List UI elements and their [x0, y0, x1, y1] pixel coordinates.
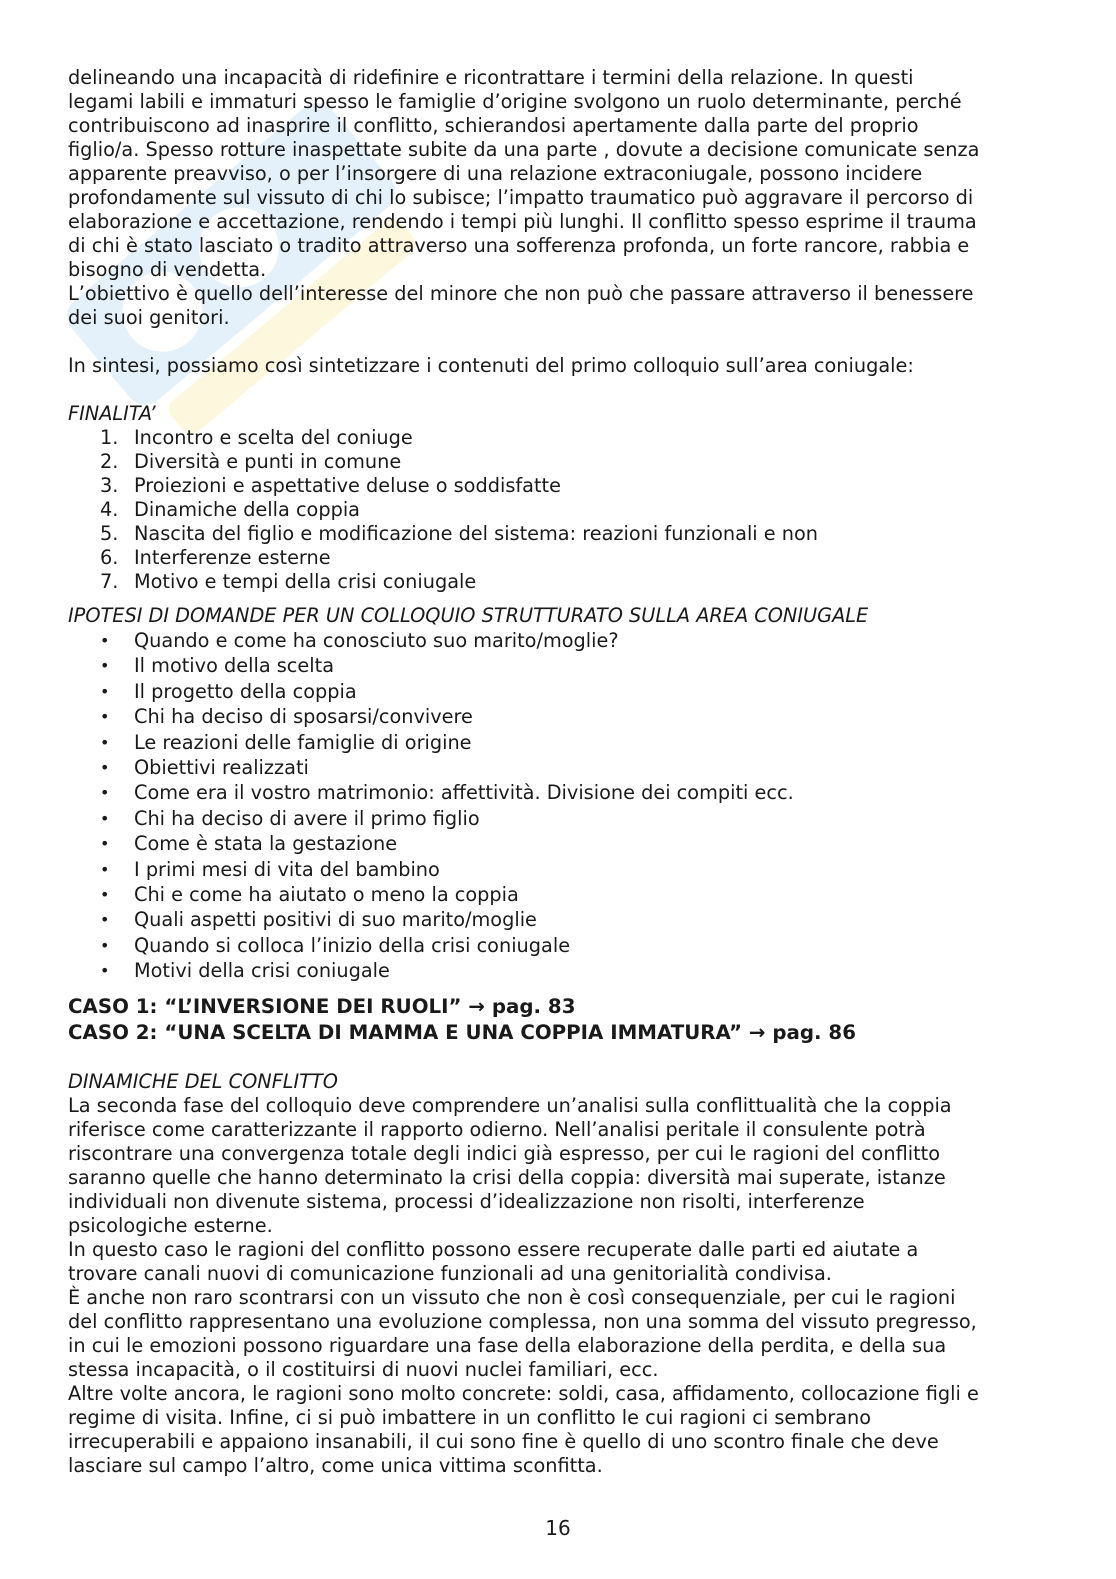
list-item: • Come era il vostro matrimonio: affettività. Divisione dei compiti ecc. — [100, 781, 794, 805]
domande-list — [68, 628, 1048, 984]
text-line: In sintesi, possiamo così sintetizzare i contenuti del primo colloquio sull’area coniugale: — [68, 354, 914, 377]
list-item: • Quando e come ha conosciuto suo marito/moglie? — [100, 629, 619, 652]
list-item: • Quando si colloca l’inizio della crisi coniugale — [100, 933, 571, 957]
caso-reference-2: CASO 2: “UNA SCELTA DI MAMMA E UNA COPPIA IMMATURA” → pag. 86 — [68, 1020, 856, 1044]
list-item: 3. Proiezioni e aspettative deluse o soddisfatte — [100, 474, 561, 497]
text-line: apparente preavviso, o per l’insorgere di una relazione extraconiugale, possono incidere — [68, 162, 923, 185]
text-line: riferisce come caratterizzante il rapporto odierno. Nell’analisi peritale il consulente potrà — [68, 1117, 926, 1141]
list-item: • Il progetto della coppia — [100, 679, 357, 703]
text-line: irrecuperabili e appaiono insanabili, il cui sono fine è quello di uno scontro finale che deve — [68, 1429, 939, 1453]
paragraph-dinamiche-4 — [68, 1382, 1048, 1478]
list-item: 5. Nascita del figlio e modificazione del sistema: reazioni funzionali e non — [100, 522, 819, 545]
list-item: 4. Dinamiche della coppia — [100, 498, 360, 521]
text-line: legami labili e immaturi spesso le famiglie d’origine svolgono un ruolo determinante, perché — [68, 90, 962, 113]
text-line: riscontrare una convergenza totale degli indici già espresso, per cui le ragioni del conflitto — [68, 1141, 940, 1165]
paragraph-obiettivo — [68, 282, 1048, 330]
list-item: 2. Diversità e punti in comune — [100, 450, 402, 473]
text-line: bisogno di vendetta. — [68, 258, 267, 281]
finalita-list — [68, 426, 1048, 594]
paragraph-dinamiche-2 — [68, 1238, 1048, 1286]
list-item: • Il motivo della scelta — [100, 654, 335, 678]
section-heading-dinamiche: DINAMICHE DEL CONFLITTO — [68, 1069, 338, 1093]
list-item: • Chi e come ha aiutato o meno la coppia — [100, 883, 519, 907]
list-item: • Motivi della crisi coniugale — [100, 959, 390, 983]
section-heading-domande: IPOTESI DI DOMANDE PER UN COLLOQUIO STRUTTURATO SULLA AREA CONIUGALE — [68, 604, 869, 627]
paragraph-dinamiche-3 — [68, 1286, 1048, 1382]
text-line: del conflitto rappresentano una evoluzione complessa, non una somma del vissuto pregresso, — [68, 1309, 977, 1333]
list-item: • Come è stata la gestazione — [100, 832, 398, 856]
caso-reference-1: CASO 1: “L’INVERSIONE DEI RUOLI” → pag. 83 — [68, 994, 576, 1018]
text-line: delineando una incapacità di ridefinire e ricontrattare i termini della relazione. In questi — [68, 66, 914, 89]
text-line: lasciare sul campo l’altro, come unica vittima sconfitta. — [68, 1453, 603, 1477]
text-line: in cui le emozioni possono riguardare una fase della elaborazione della perdita, e della sua — [68, 1333, 947, 1357]
list-item: 7. Motivo e tempi della crisi coniugale — [100, 570, 477, 593]
text-line: L’obiettivo è quello dell’interesse del minore che non può che passare attraverso il benessere — [68, 282, 974, 305]
list-item: • Chi ha deciso di avere il primo figlio — [100, 806, 480, 830]
text-line: In questo caso le ragioni del conflitto possono essere recuperate dalle parti ed aiutate a — [68, 1237, 919, 1261]
text-line: È anche non raro scontrarsi con un vissuto che non è così consequenziale, per cui le ragioni — [68, 1285, 956, 1309]
text-line: dei suoi genitori. — [68, 306, 230, 329]
text-line: di chi è stato lasciato o tradito attraverso una sofferenza profonda, un forte rancore, rabbia e — [68, 234, 970, 257]
text-line: stessa incapacità, o il costituirsi di nuovi nuclei familiari, ecc. — [68, 1357, 659, 1381]
document-page — [68, 66, 1048, 1478]
paragraph-sintesi — [68, 354, 1048, 378]
text-line: La seconda fase del colloquio deve comprendere un’analisi sulla conflittualità che la coppia — [68, 1093, 952, 1117]
text-line: individuali non divenute sistema, processi d’idealizzazione non risolti, interferenze — [68, 1189, 865, 1213]
text-line: psicologiche esterne. — [68, 1213, 273, 1237]
text-line: regime di visita. Infine, ci si può imbattere in un conflitto le cui ragioni ci sembrano — [68, 1405, 872, 1429]
list-item: 6. Interferenze esterne — [100, 546, 331, 569]
list-item: • I primi mesi di vita del bambino — [100, 857, 440, 881]
list-item: • Chi ha deciso di sposarsi/convivere — [100, 705, 473, 729]
text-line: trovare canali nuovi di comunicazione funzionali ad una genitorialità condivisa. — [68, 1261, 832, 1285]
section-heading-finalita: FINALITA’ — [68, 402, 156, 425]
paragraph-relazione — [68, 66, 1048, 282]
text-line: elaborazione e accettazione, rendendo i tempi più lunghi. Il conflitto spesso esprime il trauma — [68, 210, 977, 233]
list-item: • Le reazioni delle famiglie di origine — [100, 730, 472, 754]
text-line: saranno quelle che hanno determinato la crisi della coppia: diversità mai superate, istanze — [68, 1165, 946, 1189]
text-line: Altre volte ancora, le ragioni sono molto concrete: soldi, casa, affidamento, collocazione figli e — [68, 1381, 979, 1405]
page-number: 16 — [545, 1516, 571, 1540]
list-item: • Quali aspetti positivi di suo marito/moglie — [100, 908, 537, 932]
text-line: figlio/a. Spesso rotture inaspettate subite da una parte , dovute a decisione comunicate senza — [68, 138, 980, 161]
text-line: profondamente sul vissuto di chi lo subisce; l’impatto traumatico può aggravare il percorso di — [68, 186, 974, 209]
list-item: 1. Incontro e scelta del coniuge — [100, 426, 413, 449]
text-line: contribuiscono ad inasprire il conflitto, schierandosi apertamente dalla parte del proprio — [68, 114, 919, 137]
paragraph-dinamiche-1 — [68, 1094, 1048, 1238]
list-item: • Obiettivi realizzati — [100, 756, 309, 780]
